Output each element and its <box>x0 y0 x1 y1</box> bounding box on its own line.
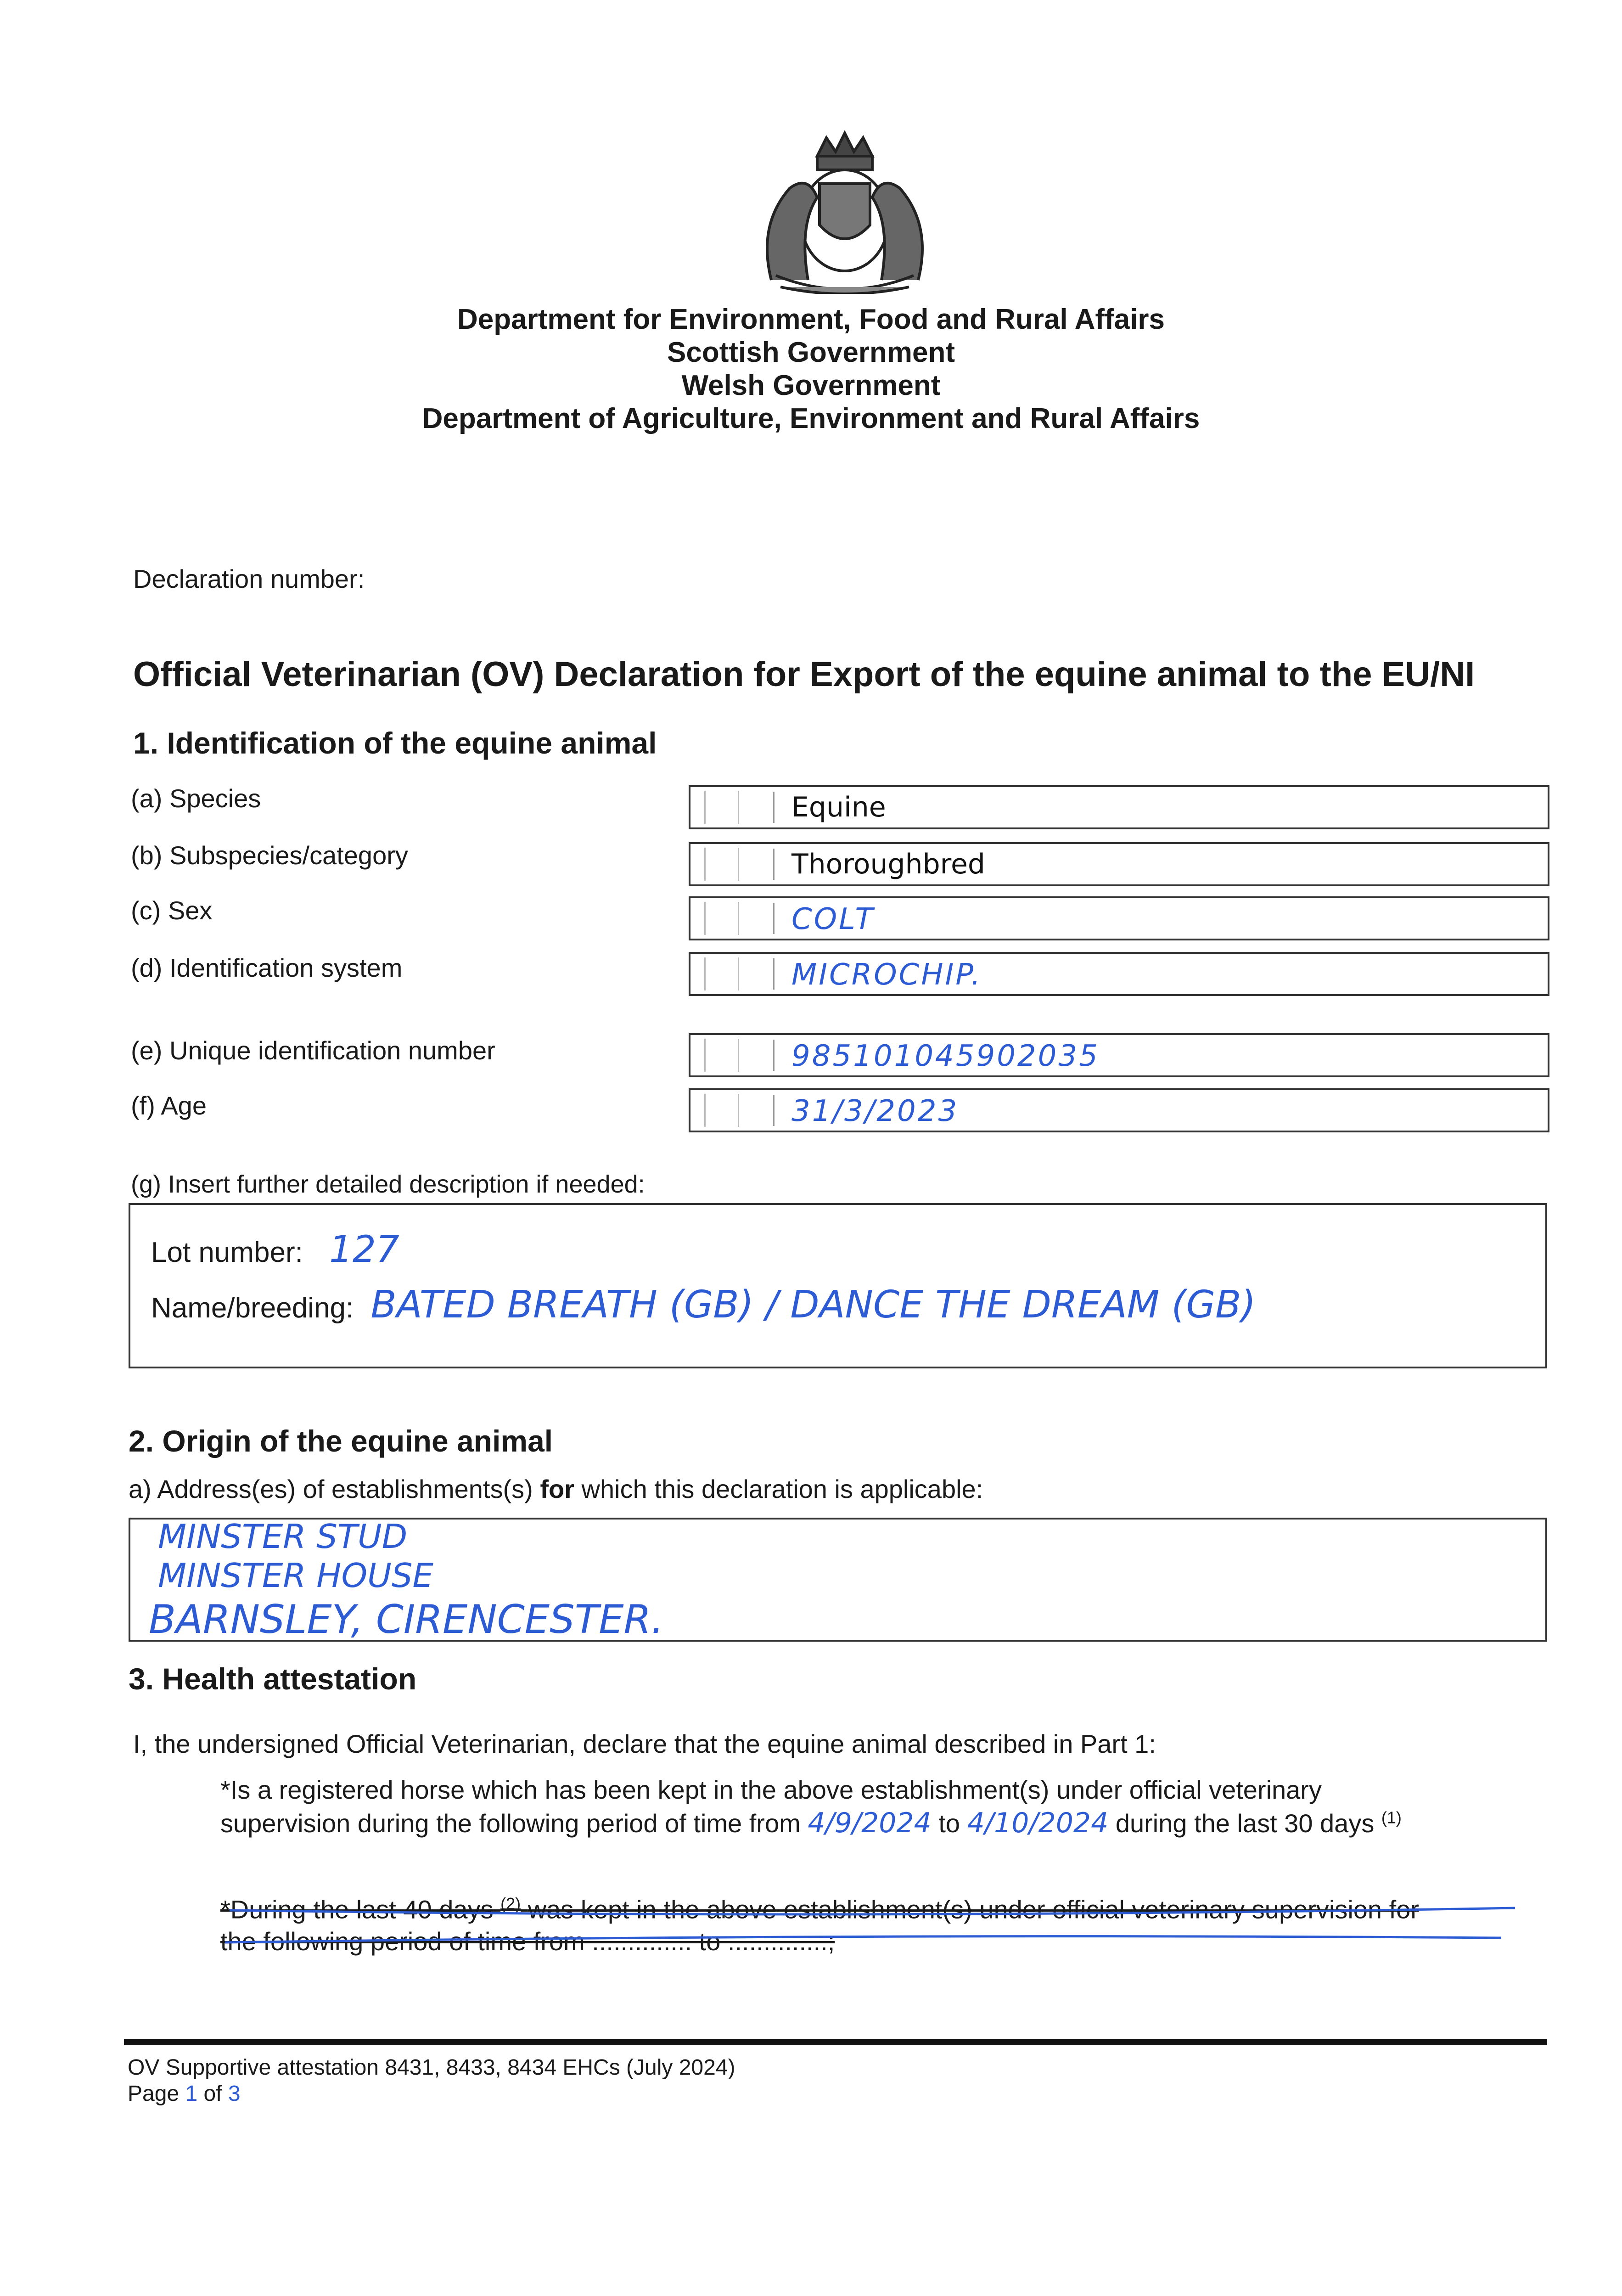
check-cell <box>704 1039 739 1072</box>
dept-scottish-gov: Scottish Government <box>667 337 955 368</box>
address-line-2: MINSTER HOUSE <box>158 1556 434 1595</box>
further-description-box[interactable] <box>129 1203 1547 1368</box>
check-cell <box>704 902 739 935</box>
species-field[interactable] <box>689 785 1549 829</box>
lot-number-label: Lot number: <box>151 1237 303 1268</box>
address-line-3: BARNSLEY, CIRENCESTER. <box>149 1597 664 1643</box>
field-label-subspecies: (b) Subspecies/category <box>131 841 408 870</box>
species-value: Equine <box>791 791 886 823</box>
address-label: a) Address(es) of establishments(s) for which this declaration is applicable: <box>129 1474 983 1503</box>
dept-daera: Department of Agriculture, Environment and Rural Affairs <box>422 403 1200 434</box>
footer-rule <box>124 2039 1547 2045</box>
address-box[interactable] <box>129 1518 1547 1642</box>
unique-id-field[interactable] <box>689 1033 1549 1077</box>
section1-heading: 1. Identification of the equine animal <box>133 726 657 760</box>
date-from: 4/9/2024 <box>808 1807 932 1839</box>
date-to: 4/10/2024 <box>967 1807 1109 1839</box>
field-label-sex: (c) Sex <box>131 896 213 925</box>
attestation-intro: I, the undersigned Official Veterinarian, declare that the equine animal described in Part 1: <box>133 1729 1156 1758</box>
lot-number-value: 127 <box>329 1228 399 1271</box>
further-description-label: (g) Insert further detailed description if needed: <box>131 1171 645 1198</box>
id-system-value: MICROCHIP. <box>791 958 982 992</box>
dept-welsh-gov: Welsh Government <box>681 370 941 401</box>
check-cell <box>704 848 739 881</box>
royal-coat-of-arms <box>744 129 946 294</box>
attestation-para1-line2: supervision during the following period of time from 4/9/2024 to 4/10/2024 during the last 30 days $^{(1)}$ <box>220 1807 1402 1839</box>
section3-heading: 3. Health attestation <box>129 1662 417 1696</box>
unique-id-value: 985101045902035 <box>791 1039 1100 1073</box>
check-cell <box>704 791 739 824</box>
age-field[interactable] <box>689 1088 1549 1132</box>
address-line-1: MINSTER STUD <box>158 1517 408 1556</box>
subspecies-field[interactable] <box>689 842 1549 886</box>
page-indicator: Page 1 of 3 <box>128 2082 241 2106</box>
section2-heading: 2. Origin of the equine animal <box>129 1424 553 1458</box>
name-breeding-value: BATED BREATH (GB) / DANCE THE DREAM (GB) <box>370 1283 1256 1327</box>
attestation-para2-line1: *During the last 40 days $^{(2)}$ was kept in the above establishment(s) under official veterinary supervision for <box>220 1894 1419 1924</box>
sex-field[interactable] <box>689 896 1549 940</box>
field-label-id-system: (d) Identification system <box>131 953 403 982</box>
page-title: Official Veterinarian (OV) Declaration for Export of the equine animal to the EU/NI <box>133 655 1475 694</box>
name-breeding-label: Name/breeding: <box>151 1292 354 1324</box>
field-label-unique-id: (e) Unique identification number <box>131 1036 495 1065</box>
declaration-number-label: Declaration number: <box>133 564 365 593</box>
footer-ref: OV Supportive attestation 8431, 8433, 8434 EHCs (July 2024) <box>128 2055 735 2080</box>
check-cell <box>704 1094 739 1127</box>
age-value: 31/3/2023 <box>791 1094 959 1128</box>
sex-value: COLT <box>791 902 875 936</box>
attestation-para1-line1: *Is a registered horse which has been kept in the above establishment(s) under official veterinary <box>220 1775 1322 1804</box>
attestation-para2-line2: the following period of time from .............. to ..............; <box>220 1927 835 1956</box>
dept-defra: Department for Environment, Food and Rural Affairs <box>457 304 1165 335</box>
field-label-age: (f) Age <box>131 1091 207 1120</box>
strike-through-ink <box>220 1892 1520 1952</box>
subspecies-value: Thoroughbred <box>791 848 986 880</box>
check-cell <box>704 957 739 990</box>
field-label-species: (a) Species <box>131 784 261 813</box>
id-system-field[interactable] <box>689 952 1549 996</box>
